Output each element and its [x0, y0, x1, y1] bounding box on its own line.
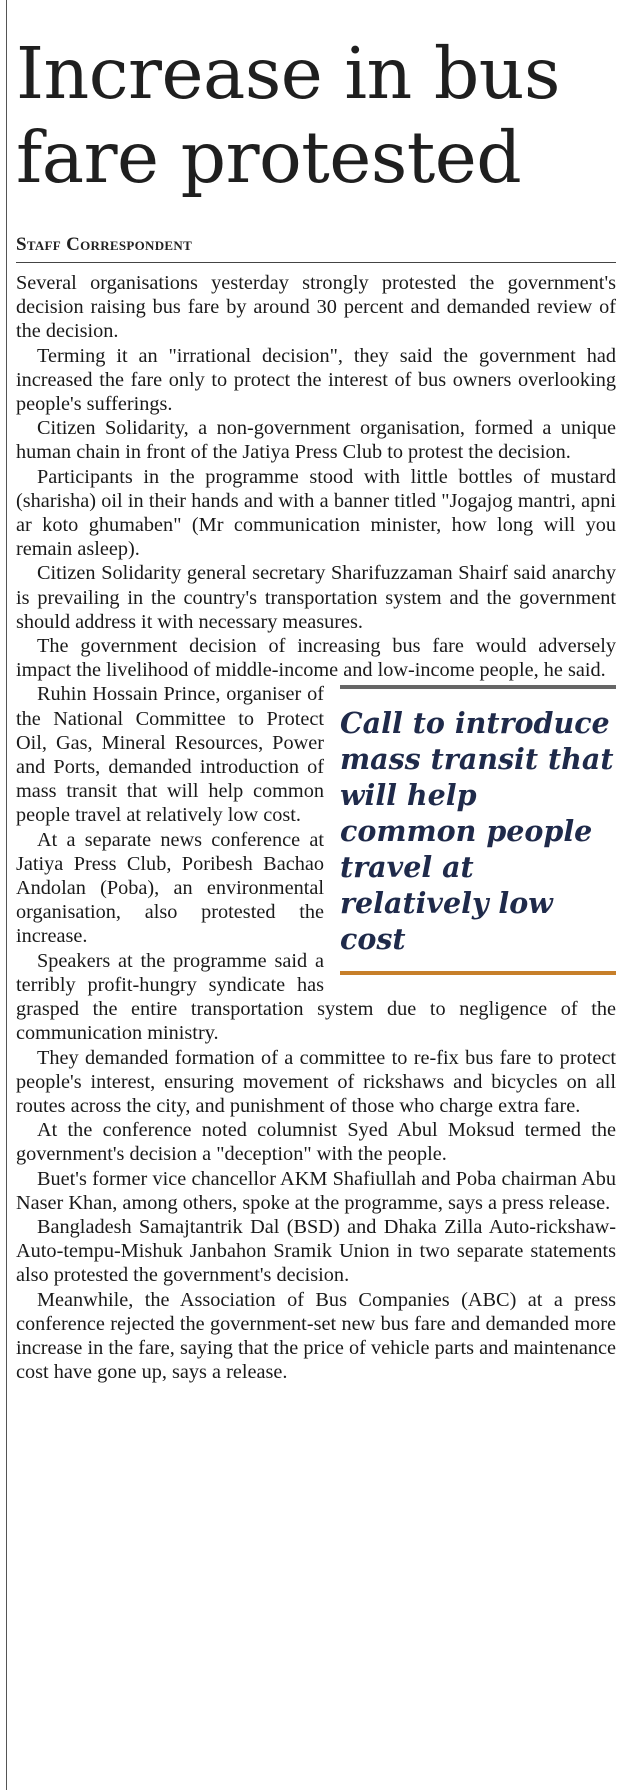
paragraph: Bangladesh Samajtantrik Dal (BSD) and Dhaka Zilla Auto-rickshaw-Auto-tempu-Mishuk Janbahon Sramik Union in two separate statements also protested the government's decision.	[16, 1215, 616, 1287]
pullquote-top-rule	[340, 685, 616, 689]
paragraph: Participants in the programme stood with little bottles of mustard (sharisha) oil in their hands and with a banner titled "Jogajog mantri, apni ar koto ghumaben" (Mr communication minister, how long will you remain asleep).	[16, 465, 616, 561]
paragraph: Speakers at the programme said a terribly profit-hungry syndicate has grasped the entire transportation system due to negligence of the communication ministry.	[16, 949, 616, 1045]
paragraph: At a separate news conference at Jatiya Press Club, Poribesh Bachao Andolan (Poba), an environmental organisation, also protested the increase.	[16, 828, 324, 948]
article-body	[16, 271, 616, 1384]
paragraph: The government decision of increasing bus fare would adversely impact the livelihood of middle-income and low-income people, he said.	[16, 635, 616, 682]
byline: Staff Correspondent	[16, 234, 193, 255]
pullquote	[340, 685, 616, 975]
paragraph: Buet's former vice chancellor AKM Shafiullah and Poba chairman Abu Naser Khan, among others, spoke at the programme, says a press release.	[16, 1167, 616, 1214]
paragraph: Citizen Solidarity, a non-government organisation, formed a unique human chain in front of the Jatiya Press Club to protest the decision.	[16, 417, 616, 464]
byline-divider	[16, 262, 616, 263]
headline: Increase in bus fare protested	[16, 32, 560, 199]
paragraph: At the conference noted columnist Syed Abul Moksud termed the government's decision a "deception" with the people.	[16, 1119, 616, 1166]
article	[16, 0, 616, 1384]
paragraph: Terming it an "irrational decision", they said the government had increased the fare only to protect the interest of bus owners overlooking people's sufferings.	[16, 344, 616, 416]
column-divider	[6, 0, 7, 1790]
paragraph: They demanded formation of a committee to re-fix bus fare to protect people's interest, ensuring movement of rickshaws and bicycles on all routes across the city, and punishment of those who charge extra fare.	[16, 1046, 616, 1117]
pullquote-bottom-rule	[340, 971, 616, 975]
paragraph: Meanwhile, the Association of Bus Companies (ABC) at a press conference rejected the government-set new bus fare and demanded more increase in the fare, saying that the price of vehicle parts and maintenance cost have gone up, says a release.	[16, 1288, 616, 1384]
pullquote-text: Call to introduce mass transit that will help common people travel at relatively low cost	[340, 706, 614, 957]
paragraph: Citizen Solidarity general secretary Sharifuzzaman Shairf said anarchy is prevailing in the country's transportation system and the government should address it with necessary measures.	[16, 562, 616, 633]
paragraph: Ruhin Hossain Prince, organiser of the National Committee to Protect Oil, Gas, Mineral Resources, Power and Ports, demanded introduction of mass transit that will help common people travel at relatively low cost.	[16, 683, 324, 827]
paragraph: Several organisations yesterday strongly protested the government's decision raising bus fare by around 30 percent and demanded review of the decision.	[16, 272, 616, 343]
